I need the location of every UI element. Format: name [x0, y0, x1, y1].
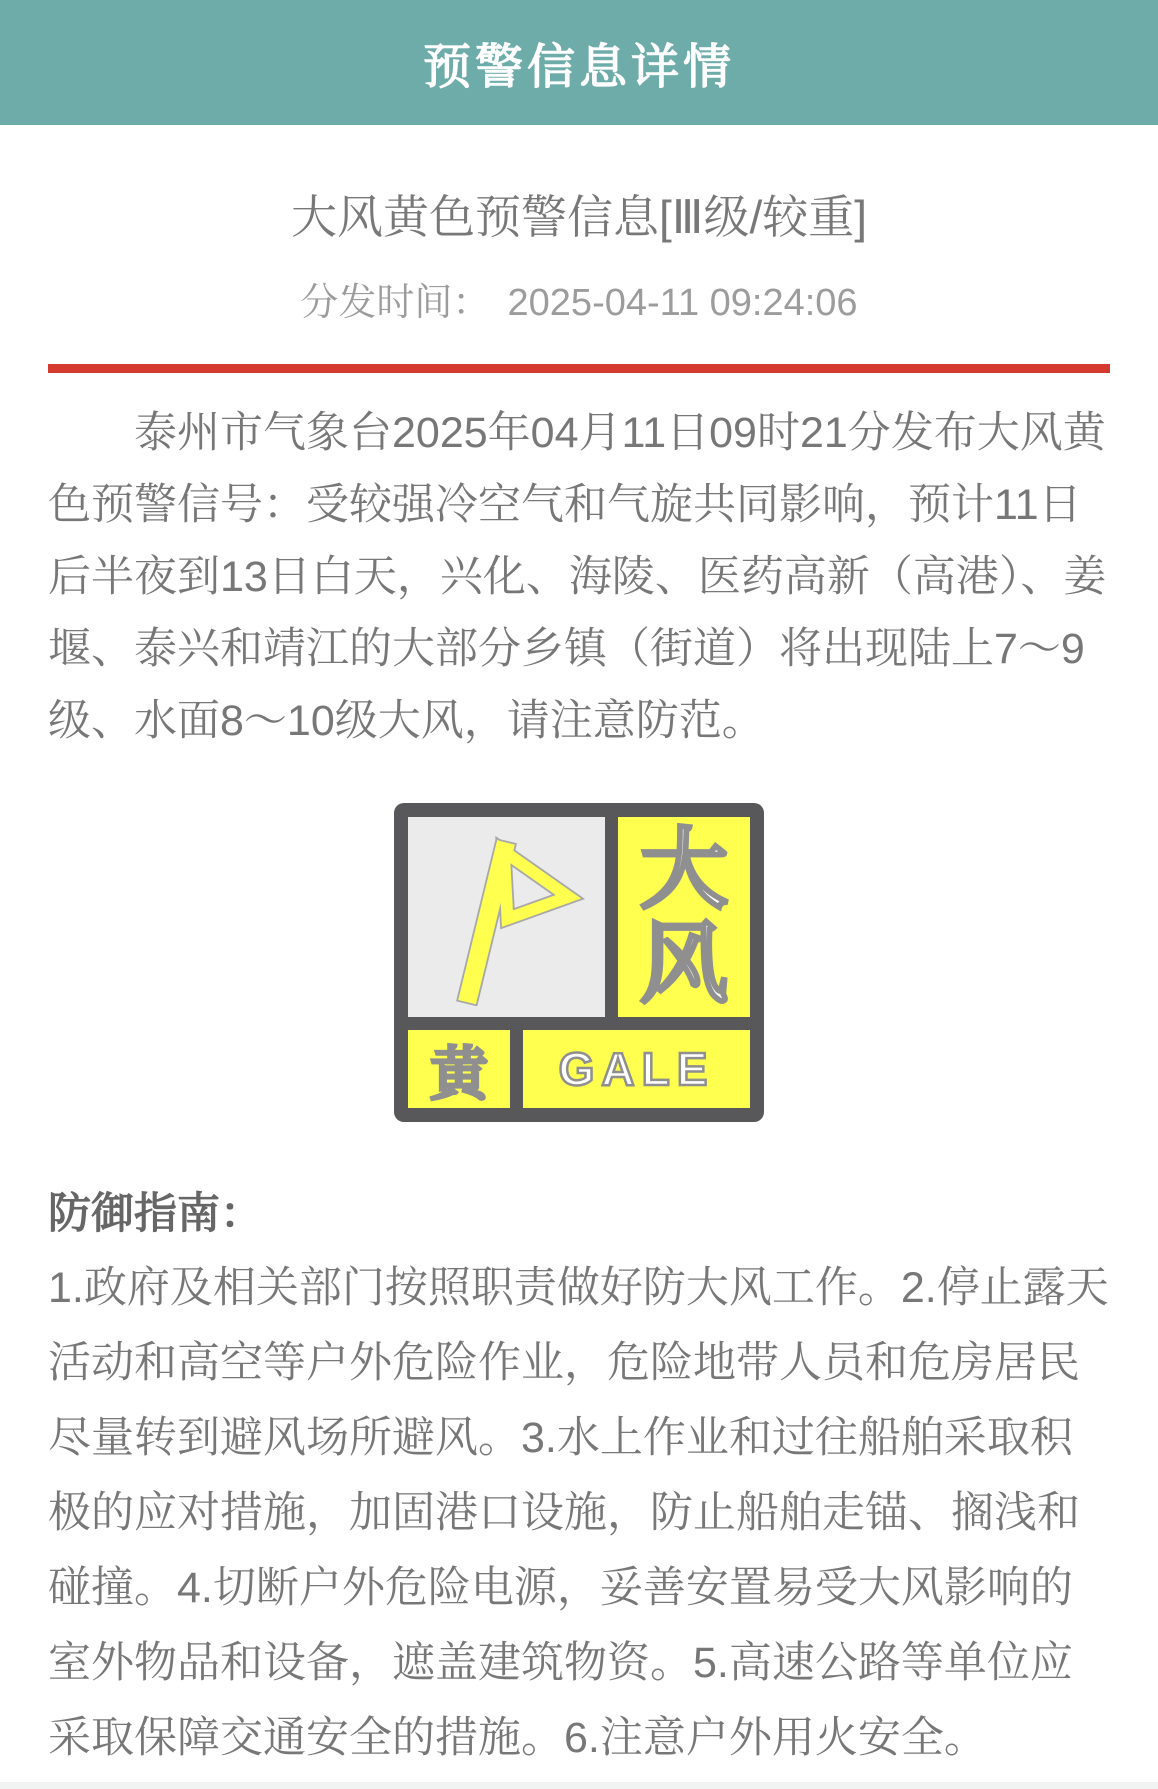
alert-title: 大风黄色预警信息[Ⅲ级/较重] [290, 191, 868, 243]
guide-heading: 防御指南： [48, 1190, 263, 1238]
publish-time-row [0, 271, 1158, 326]
bottom-strip [0, 1782, 1158, 1789]
gale-warning-sign [394, 803, 764, 1122]
sign-top-row [408, 817, 750, 1017]
sign-char-da: 大 [639, 820, 728, 919]
wind-pennant-cell [408, 817, 605, 1017]
sign-level-char: 黄 [429, 1042, 488, 1107]
publish-time-value: 2025-04-11 09:24:06 [507, 282, 858, 324]
red-divider [48, 364, 1110, 373]
sign-code-cell [523, 1030, 750, 1108]
sign-char-feng: 风 [639, 914, 728, 1013]
page-title: 预警信息详情 [422, 41, 735, 94]
publish-time-label: 分发时间： [300, 282, 491, 324]
wind-pennant-icon [417, 824, 597, 1011]
sign-bottom-row [408, 1030, 750, 1108]
app-header [0, 0, 1158, 125]
guide-body-text: 1.政府及相关部门按照职责做好防大风工作。2.停止露天活动和高空等户外危险作业，危险地带人员和危房居民尽量转到避风场所避风。3.水上作业和过往船舶采取积极的应对措施，加固港口设施，防止船舶走锚、搁浅和碰撞。4.切断户外危险电源，妥善安置易受大风影响的室外物品和设备，遮盖建筑物资。5.高速公路等单位应采取保障交通安全的措施。6.注意户外用火安全。 [48, 1264, 1109, 1762]
sign-level-cell [408, 1030, 510, 1108]
sign-name-cell [618, 817, 750, 1017]
sign-gale-label: GALE [558, 1043, 715, 1095]
alert-body-text: 泰州市气象台2025年04月11日09时21分发布大风黄色预警信号：受较强冷空气和气旋共同影响，预计11日后半夜到13日白天，兴化、海陵、医药高新（高港）、姜堰、泰兴和靖江的大部分乡镇（街道）将出现陆上7～9级、水面8～10级大风，请注意防范。 [48, 409, 1107, 745]
